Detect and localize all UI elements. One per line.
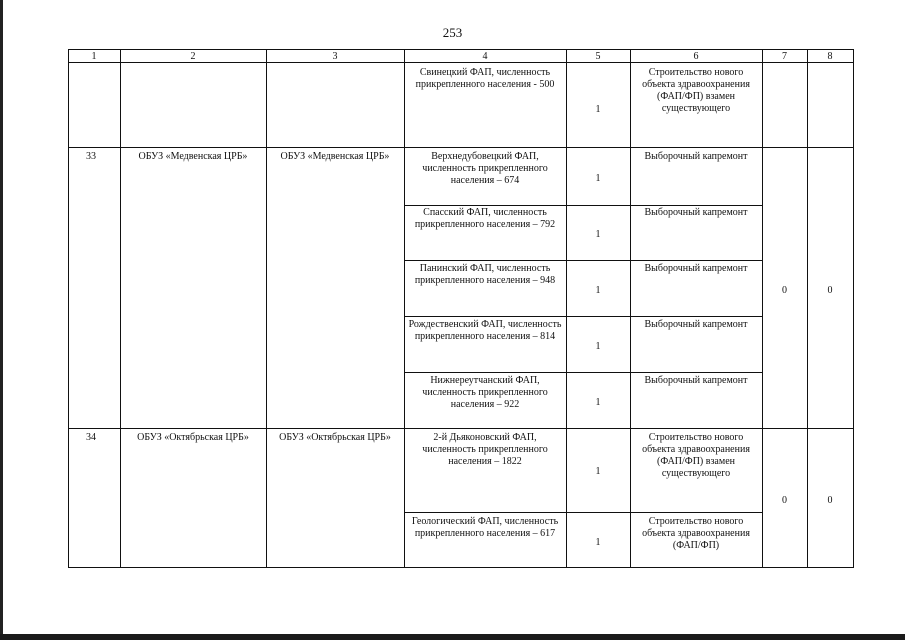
- cell-work-type: Строительство нового объекта здравоохранения (ФАП/ФП) взамен существующего: [642, 432, 750, 479]
- header-col-1: 1: [91, 51, 97, 62]
- cell-count: 1: [595, 104, 601, 115]
- cell-count: 1: [595, 229, 601, 240]
- cell-organization: ОБУЗ «Медвенская ЦРБ»: [138, 151, 248, 162]
- page-number: 253: [442, 25, 463, 40]
- header-col-4: 4: [482, 51, 488, 62]
- cell-count: 1: [595, 173, 601, 184]
- cell-col8: 0: [827, 495, 833, 506]
- cell-facility: Верхнедубовецкий ФАП, численность прикрепленного населения – 674: [422, 151, 548, 186]
- cell-count: 1: [595, 341, 601, 352]
- cell-count: 1: [595, 537, 601, 548]
- header-col-7: 7: [782, 51, 787, 62]
- cell-facility: Геологический ФАП, численность прикрепленного населения – 617: [411, 516, 559, 539]
- cell-organization: ОБУЗ «Медвенская ЦРБ»: [280, 151, 390, 162]
- cell-work-type: Выборочный капремонт: [644, 151, 748, 162]
- cell-col7: 0: [782, 495, 787, 506]
- cell-facility: Рождественский ФАП, численность прикрепленного населения – 814: [408, 319, 562, 342]
- cell-work-type: Выборочный капремонт: [644, 263, 748, 274]
- row-number: 34: [86, 432, 96, 443]
- header-col-5: 5: [595, 51, 601, 62]
- cell-facility: Спасский ФАП, численность прикрепленного населения – 792: [414, 207, 556, 230]
- cell-work-type: Строительство нового объекта здравоохранения (ФАП/ФП): [642, 516, 750, 551]
- cell-organization: ОБУЗ «Октябрьская ЦРБ»: [137, 432, 249, 443]
- cell-facility: 2-й Дьяконовский ФАП, численность прикрепленного населения – 1822: [422, 432, 548, 467]
- cell-work-type: Выборочный капремонт: [644, 319, 748, 330]
- cell-count: 1: [595, 285, 601, 296]
- cell-facility: Нижнереутчанский ФАП, численность прикрепленного населения – 922: [422, 375, 548, 410]
- cell-work-type: Выборочный капремонт: [644, 375, 748, 386]
- cell-count: 1: [595, 466, 601, 477]
- row-number: 33: [86, 151, 96, 162]
- cell-facility: Панинский ФАП, численность прикрепленного населения – 948: [414, 263, 556, 286]
- header-col-8: 8: [827, 51, 833, 62]
- header-col-3: 3: [332, 51, 338, 62]
- cell-facility: Свинецкий ФАП, численность прикрепленного населения - 500: [415, 67, 555, 90]
- cell-organization: ОБУЗ «Октябрьская ЦРБ»: [279, 432, 391, 443]
- cell-work-type: Строительство нового объекта здравоохранения (ФАП/ФП) взамен существующего: [642, 67, 750, 114]
- header-col-6: 6: [693, 51, 699, 62]
- cell-work-type: Выборочный капремонт: [644, 207, 748, 218]
- cell-col8: 0: [827, 285, 833, 296]
- cell-count: 1: [595, 397, 601, 408]
- cell-col7: 0: [782, 285, 787, 296]
- header-col-2: 2: [190, 51, 196, 62]
